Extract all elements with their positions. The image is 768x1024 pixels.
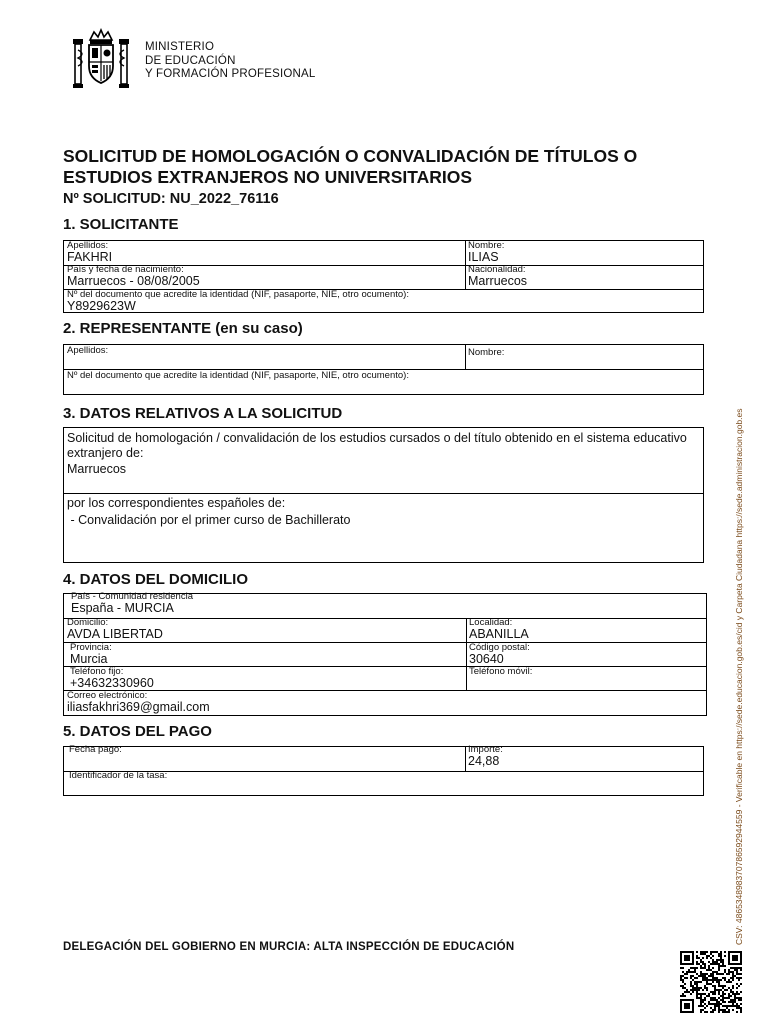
coat-of-arms-icon bbox=[70, 28, 132, 90]
telefono-fijo-value: +34632330960 bbox=[70, 676, 154, 690]
csv-verification-text: CSV: 486534898370786592944559 - Verificable en https://sede.educacion.gob.es/cid y Carpeta Ciudadana https://sede.administracion.gob.es bbox=[734, 408, 744, 945]
codigo-postal-value: 30640 bbox=[469, 652, 504, 666]
request-data-table bbox=[63, 427, 704, 563]
codigo-postal-label: Código postal: bbox=[469, 642, 530, 653]
rep-documento-label: Nº del documento que acredite la identidad (NIF, pasaporte, NIE, otro ocumento): bbox=[67, 370, 409, 381]
section-2-heading: 2. REPRESENTANTE (en su caso) bbox=[63, 320, 303, 337]
domicilio-value: AVDA LIBERTAD bbox=[67, 627, 163, 641]
request-country: Marruecos bbox=[67, 462, 127, 476]
telefono-movil-label: Teléfono móvil: bbox=[469, 666, 533, 677]
email-label: Correo electrónico: bbox=[67, 690, 148, 701]
importe-value: 24,88 bbox=[468, 754, 500, 768]
pais-residencia-label: País - Comunidad residencia bbox=[71, 591, 193, 602]
importe-label: Importe: bbox=[468, 744, 503, 755]
pais-nacimiento-value: Marruecos - 08/08/2005 bbox=[67, 274, 200, 288]
pais-residencia-value: España - MURCIA bbox=[71, 601, 174, 615]
email-value: iliasfakhri369@gmail.com bbox=[67, 700, 210, 714]
ministry-line-3: Y FORMACIÓN PROFESIONAL bbox=[145, 68, 316, 80]
nombre-value: ILIAS bbox=[468, 250, 499, 264]
pais-nacimiento-label: País y fecha de nacimiento: bbox=[67, 264, 184, 275]
ministry-line-2: DE EDUCACIÓN bbox=[145, 54, 236, 67]
localidad-value: ABANILLA bbox=[469, 627, 529, 641]
telefono-fijo-label: Teléfono fijo: bbox=[70, 666, 124, 677]
section-1-heading: 1. SOLICITANTE bbox=[63, 216, 179, 233]
nacionalidad-value: Marruecos bbox=[468, 274, 528, 288]
representative-table bbox=[63, 344, 704, 395]
fecha-pago-label: Fecha pago: bbox=[69, 744, 122, 755]
domicilio-label: Domicilio: bbox=[67, 617, 109, 628]
address-table bbox=[63, 593, 707, 716]
documento-label: Nº del documento que acredite la identidad (NIF, pasaporte, NIE, otro ocumento): bbox=[67, 289, 409, 300]
localidad-label: Localidad: bbox=[469, 617, 513, 628]
section-3-heading: 3. DATOS RELATIVOS A LA SOLICITUD bbox=[63, 405, 343, 422]
document-title: SOLICITUD DE HOMOLOGACIÓN O CONVALIDACIÓN DE TÍTULOS O ESTUDIOS EXTRANJEROS NO UNIVERSITARIOS bbox=[63, 146, 638, 187]
documento-value: Y8929623W bbox=[67, 299, 136, 313]
ministry-name bbox=[145, 41, 316, 82]
applicant-table bbox=[63, 240, 704, 313]
section-5-heading: 5. DATOS DEL PAGO bbox=[63, 723, 212, 740]
tasa-label: Identificador de la tasa: bbox=[69, 770, 168, 781]
provincia-label: Provincia: bbox=[70, 642, 112, 653]
section-4-heading: 4. DATOS DEL DOMICILIO bbox=[63, 571, 249, 588]
solicitud-number bbox=[63, 191, 279, 207]
equivalence-label: por los correspondientes españoles de: bbox=[67, 496, 286, 510]
payment-table bbox=[63, 746, 704, 796]
qr-code-icon bbox=[680, 951, 742, 1013]
rep-apellidos-label: Apellidos: bbox=[67, 345, 109, 356]
solicitud-label: Nº SOLICITUD: bbox=[63, 191, 166, 207]
solicitud-value: NU_2022_76116 bbox=[169, 191, 279, 207]
nacionalidad-label: Nacionalidad: bbox=[468, 264, 526, 275]
equivalence-value: - Convalidación por el primer curso de Bachillerato bbox=[67, 513, 351, 527]
apellidos-label: Apellidos: bbox=[67, 240, 109, 251]
apellidos-value: FAKHRI bbox=[67, 250, 113, 264]
rep-nombre-label: Nombre: bbox=[468, 347, 505, 358]
provincia-value: Murcia bbox=[70, 652, 108, 666]
request-intro: Solicitud de homologación / convalidación de los estudios cursados o del título obtenido en el sistema educativo extranjero de: bbox=[67, 431, 687, 460]
ministry-line-1: MINISTERIO bbox=[145, 41, 215, 53]
footer-delegation: DELEGACIÓN DEL GOBIERNO EN MURCIA: ALTA INSPECCIÓN DE EDUCACIÓN bbox=[63, 941, 515, 953]
nombre-label: Nombre: bbox=[468, 240, 505, 251]
